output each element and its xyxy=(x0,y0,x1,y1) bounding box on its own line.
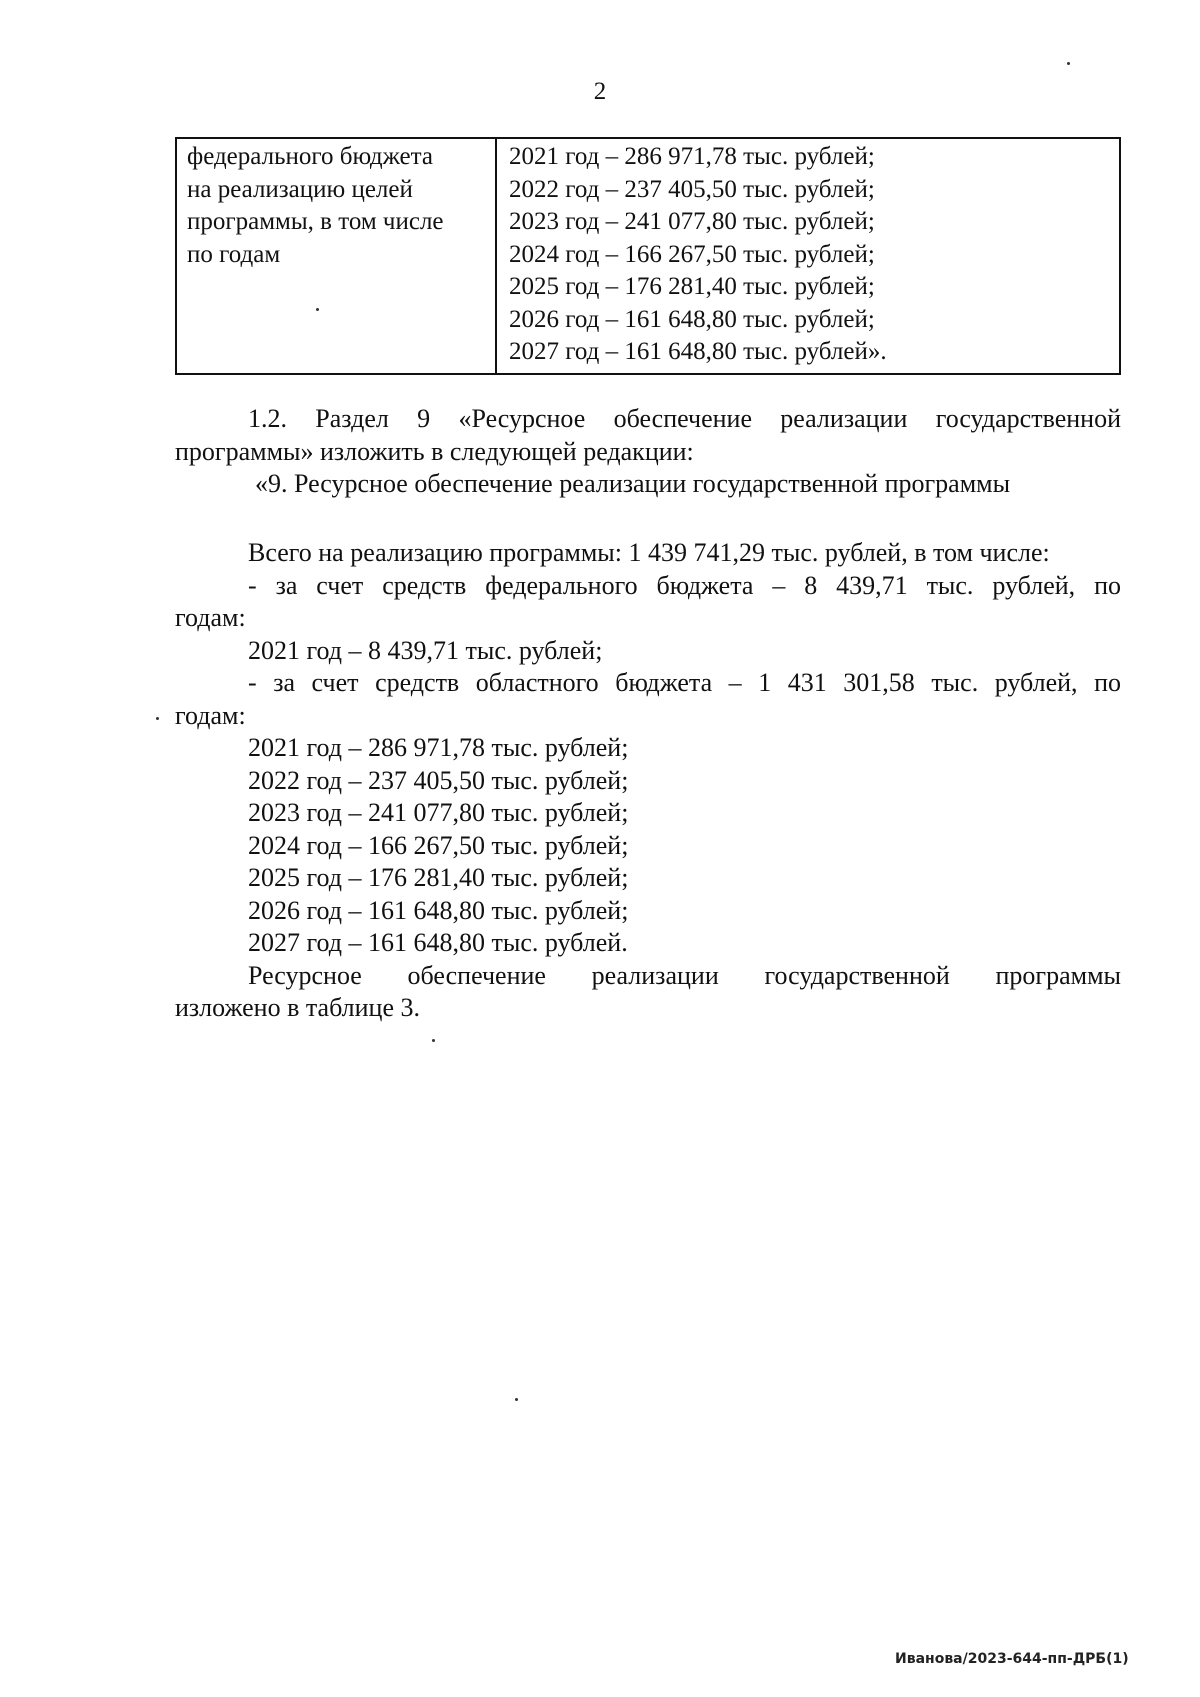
table-cell-label xyxy=(176,138,496,374)
scan-speck xyxy=(432,1039,435,1042)
federal-year-line: 2021 год – 8 439,71 тыс. рублей; xyxy=(248,635,603,665)
federal-line: - за счет средств федерального бюджета – 8 439,71 тыс. рублей, по xyxy=(248,570,1121,600)
total-line: Всего на реализацию программы: 1 439 741,29 тыс. рублей, в том числе: xyxy=(248,538,1050,567)
intro-line: программы» изложить в следующей редакции: xyxy=(175,436,694,466)
intro-line: 1.2. Раздел 9 «Ресурсное обеспечение реализации государственной xyxy=(248,404,1121,433)
table-right-line: 2027 год – 161 648,80 тыс. рублей». xyxy=(509,338,887,365)
regional-year-line: 2026 год – 161 648,80 тыс. рублей; xyxy=(248,895,629,925)
scan-speck xyxy=(156,717,159,720)
regional-year-line: 2023 год – 241 077,80 тыс. рублей; xyxy=(248,798,629,827)
table-left-line: на реализацию целей xyxy=(187,175,413,203)
scan-speck xyxy=(515,1398,518,1401)
table-right-line: 2023 год – 241 077,80 тыс. рублей; xyxy=(509,208,875,235)
regional-year-line: 2024 год – 166 267,50 тыс. рублей; xyxy=(248,830,629,860)
passport-table xyxy=(175,137,1121,375)
regional-year-line: 2025 год – 176 281,40 тыс. рублей; xyxy=(248,863,629,892)
table-right-line: 2025 год – 176 281,40 тыс. рублей; xyxy=(509,273,875,300)
table-left-line: программы, в том числе xyxy=(187,208,444,235)
closing-line: изложено в таблице 3. xyxy=(175,993,421,1022)
table-left-line: по годам xyxy=(187,240,281,268)
regional-year-line: 2021 год – 286 971,78 тыс. рублей; xyxy=(248,733,629,762)
scan-speck xyxy=(316,308,319,311)
table-left-line: федерального бюджета xyxy=(187,143,433,170)
page-number: 2 xyxy=(593,78,607,105)
table-row xyxy=(176,138,1120,374)
regional-line: - за счет средств областного бюджета – 1 431 301,58 тыс. рублей, по xyxy=(248,668,1121,697)
table-right-line: 2022 год – 237 405,50 тыс. рублей; xyxy=(509,175,875,203)
table-right-line: 2024 год – 166 267,50 тыс. рублей; xyxy=(509,240,875,268)
regional-year-line: 2022 год – 237 405,50 тыс. рублей; xyxy=(248,765,629,795)
closing-line: Ресурсное обеспечение реализации государственной программы xyxy=(248,960,1121,990)
regional-line: годам: xyxy=(175,700,246,730)
table-right-line: 2026 год – 161 648,80 тыс. рублей; xyxy=(509,305,875,333)
regional-year-line: 2027 год – 161 648,80 тыс. рублей. xyxy=(248,928,628,957)
section-body xyxy=(175,537,1121,1025)
document-code: Иванова/2023-644-пп-ДРБ(1) xyxy=(895,1651,1129,1667)
table-cell-values xyxy=(496,138,1120,374)
scan-speck xyxy=(1067,62,1070,65)
federal-line: годам: xyxy=(175,603,246,632)
section-intro xyxy=(175,403,1121,501)
table-right-line: 2021 год – 286 971,78 тыс. рублей; xyxy=(509,143,875,170)
section-heading: «9. Ресурсное обеспечение реализации государственной программы xyxy=(255,469,1011,498)
